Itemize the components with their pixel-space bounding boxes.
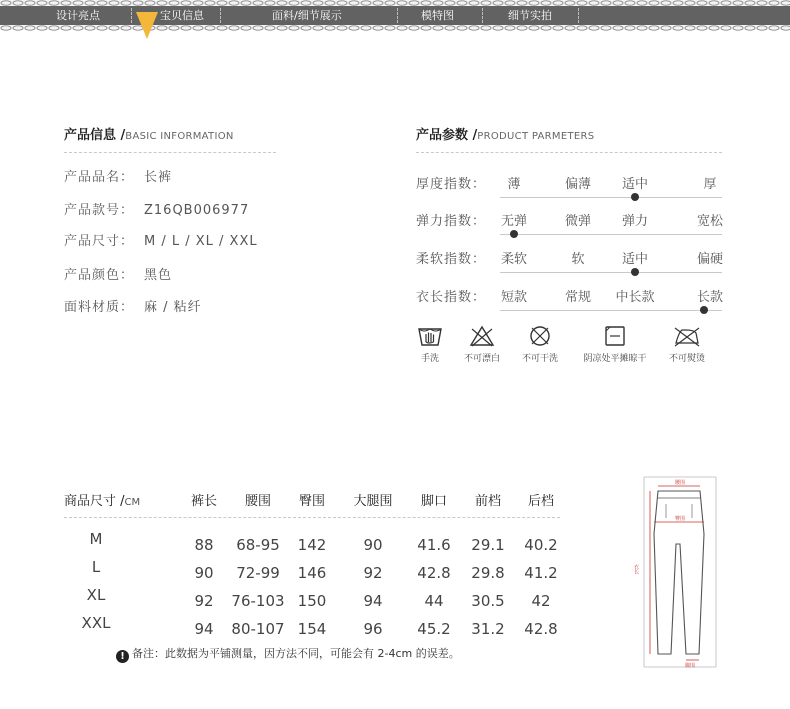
- hem-label: 脚围: [685, 663, 696, 669]
- no-dry-clean-icon: [527, 325, 553, 347]
- care-label: 手洗: [420, 354, 439, 364]
- param-selected-dot: [631, 193, 639, 201]
- info-row-sizes: [64, 230, 258, 249]
- info-value: 黑色: [144, 268, 173, 283]
- no-iron-icon: [672, 325, 702, 347]
- product-params-title-en: PRODUCT PARMETERS: [477, 131, 595, 142]
- info-value: 麻 / 粘纤: [144, 300, 202, 315]
- param-selected-dot: [700, 306, 708, 314]
- waist-label: 腰围: [675, 480, 686, 486]
- measurement-note-text: 备注：此数据为平铺测量，因方法不同，可能会有 2-4cm 的误差。: [132, 647, 460, 660]
- param-option: 弹力: [621, 214, 649, 229]
- param-option: 常规: [564, 290, 592, 305]
- title-slash: /: [472, 128, 478, 143]
- table-cell: 44: [424, 592, 444, 610]
- param-option: 柔软: [500, 252, 528, 267]
- table-cell: 29.8: [471, 564, 505, 582]
- hand-wash-icon: [417, 325, 443, 347]
- table-cell: 92: [194, 592, 214, 610]
- care-label: 阴凉处平摊晾干: [583, 354, 647, 364]
- table-cell: 88: [194, 536, 214, 554]
- info-label: 产品尺寸：: [64, 234, 135, 249]
- info-row-color: [64, 264, 172, 283]
- param-option: 长款: [696, 290, 724, 305]
- dry-flat-shade-icon: [602, 325, 628, 347]
- table-cell: 42.8: [524, 620, 558, 638]
- param-option: 适中: [621, 177, 649, 192]
- column-header: 脚口: [420, 494, 448, 509]
- param-option: 偏硬: [696, 252, 724, 267]
- measurement-note: [116, 645, 460, 663]
- nav-divider: [131, 8, 132, 23]
- table-cell: 142: [297, 536, 327, 554]
- product-info-title: [64, 124, 234, 143]
- care-dry-flat-shade: [577, 325, 653, 364]
- param-option: 无弹: [500, 214, 528, 229]
- table-cell: 31.2: [471, 620, 505, 638]
- param-selected-dot: [510, 230, 518, 238]
- table-cell: 94: [194, 620, 214, 638]
- column-header: 臀围: [298, 494, 326, 509]
- column-header: 腰围: [244, 494, 272, 509]
- params-divider: [416, 152, 722, 153]
- chain-border-bottom: [0, 25, 790, 31]
- size-label: XXL: [81, 614, 111, 632]
- info-divider: [64, 152, 276, 153]
- column-header: 裤长: [190, 494, 218, 509]
- care-no-iron: [664, 325, 710, 364]
- care-no-bleach: [460, 325, 504, 364]
- product-params-title-cn: 产品参数: [416, 128, 469, 143]
- nav-tab-detail-photos[interactable]: 细节实拍: [508, 9, 552, 22]
- hip-label: 臀围: [675, 516, 686, 522]
- size-table-divider: [64, 517, 560, 518]
- table-cell: 45.2: [417, 620, 451, 638]
- product-info-title-cn: 产品信息: [64, 128, 117, 143]
- table-cell: 29.1: [471, 536, 505, 554]
- size-label: M: [89, 530, 103, 548]
- info-row-style-number: [64, 199, 249, 218]
- table-cell: 41.2: [524, 564, 558, 582]
- param-track: [500, 234, 722, 235]
- info-label: 产品款号：: [64, 203, 135, 218]
- param-option: 微弹: [564, 214, 592, 229]
- param-row: [416, 210, 726, 246]
- nav-divider: [578, 8, 579, 23]
- size-table-unit: CM: [124, 497, 141, 508]
- param-track: [500, 197, 722, 198]
- nav-divider: [397, 8, 398, 23]
- info-value: 长裤: [144, 170, 173, 185]
- param-option: 宽松: [696, 214, 724, 229]
- param-option: 适中: [621, 252, 649, 267]
- param-option: 中长款: [615, 290, 655, 305]
- param-row: [416, 248, 726, 284]
- active-tab-marker-icon: [136, 12, 158, 39]
- product-info-title-en: BASIC INFORMATION: [125, 131, 234, 142]
- size-label: XL: [86, 586, 106, 604]
- pants-measurement-diagram: [630, 474, 730, 674]
- info-label: 产品颜色：: [64, 268, 135, 283]
- table-cell: 41.6: [417, 536, 451, 554]
- param-label: 柔软指数：: [416, 252, 487, 267]
- table-cell: 76-103: [231, 592, 285, 610]
- param-selected-dot: [631, 268, 639, 276]
- info-value: Z16QB006977: [144, 203, 250, 218]
- nav-tab-fabric-details[interactable]: 面料/细节展示: [272, 9, 342, 22]
- nav-tab-design-highlights[interactable]: 设计亮点: [56, 9, 100, 22]
- param-track: [500, 310, 722, 311]
- table-cell: 150: [297, 592, 327, 610]
- care-label: 不可漂白: [463, 354, 500, 364]
- info-row-name: [64, 166, 172, 185]
- nav-bar: [0, 6, 790, 25]
- title-slash: /: [120, 128, 126, 143]
- info-value: M / L / XL / XXL: [144, 234, 258, 249]
- table-cell: 68-95: [236, 536, 280, 554]
- top-navigation: [0, 0, 790, 30]
- info-label: 面料材质：: [64, 300, 135, 315]
- nav-tab-model-photos[interactable]: 模特图: [421, 9, 454, 22]
- nav-divider: [482, 8, 483, 23]
- product-params-title: [416, 124, 594, 143]
- table-cell: 96: [363, 620, 383, 638]
- table-cell: 90: [194, 564, 214, 582]
- care-label: 不可干洗: [521, 354, 558, 364]
- size-table-title: 商品尺寸 /CM: [64, 494, 141, 509]
- param-label: 弹力指数：: [416, 214, 487, 229]
- size-label: L: [91, 558, 101, 576]
- column-header: 前档: [474, 494, 502, 509]
- column-header: 大腿围: [353, 494, 393, 509]
- table-cell: 42: [531, 592, 551, 610]
- param-option: 短款: [500, 290, 528, 305]
- param-track: [500, 272, 722, 273]
- info-row-material: [64, 296, 202, 315]
- param-option: 偏薄: [564, 177, 592, 192]
- table-cell: 42.8: [417, 564, 451, 582]
- size-table-title-cn: 商品尺寸: [64, 494, 117, 509]
- care-no-dry-clean: [518, 325, 562, 364]
- no-bleach-icon: [469, 325, 495, 347]
- info-label: 产品品名：: [64, 170, 135, 185]
- table-cell: 30.5: [471, 592, 505, 610]
- table-cell: 72-99: [236, 564, 280, 582]
- column-header: 后档: [527, 494, 555, 509]
- care-hand-wash: [415, 325, 445, 364]
- table-cell: 40.2: [524, 536, 558, 554]
- length-label: 衣长: [633, 564, 639, 574]
- table-cell: 146: [297, 564, 327, 582]
- param-row: [416, 173, 726, 209]
- param-option: 薄: [507, 177, 521, 192]
- nav-divider: [220, 8, 221, 23]
- param-label: 厚度指数：: [416, 177, 487, 192]
- table-cell: 80-107: [231, 620, 285, 638]
- table-cell: 92: [363, 564, 383, 582]
- table-cell: 90: [363, 536, 383, 554]
- nav-tab-product-info[interactable]: 宝贝信息: [160, 9, 204, 22]
- table-cell: 154: [297, 620, 327, 638]
- param-option: 软: [571, 252, 585, 267]
- warning-icon: !: [116, 650, 129, 663]
- care-label: 不可熨烫: [668, 354, 705, 364]
- param-row: [416, 286, 726, 322]
- param-label: 衣长指数：: [416, 290, 487, 305]
- param-option: 厚: [703, 177, 717, 192]
- table-cell: 94: [363, 592, 383, 610]
